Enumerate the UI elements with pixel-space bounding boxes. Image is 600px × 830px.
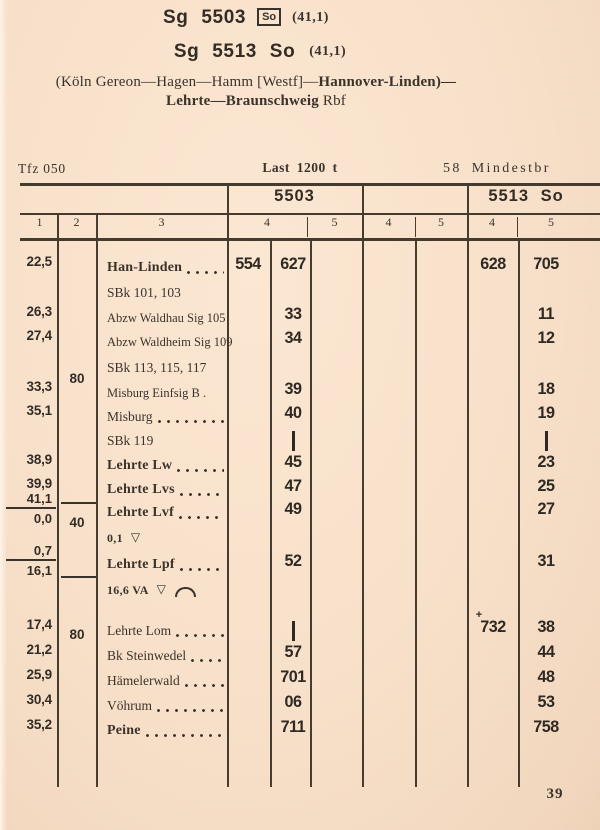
- train1-km-note: (41,1): [292, 10, 329, 25]
- route-line1-bold: Hannover-Linden)—: [318, 74, 457, 90]
- column-number: 4: [385, 215, 392, 229]
- train-group-header: 5503: [274, 187, 315, 205]
- leader-dots: [179, 516, 224, 519]
- column-number: 1: [36, 215, 43, 229]
- station-name: Lehrte Lw: [107, 458, 173, 473]
- km-value: 22,5: [26, 254, 52, 269]
- km-value: 27,4: [26, 328, 52, 343]
- station-cell: [107, 328, 233, 356]
- time-value: 19: [537, 403, 555, 422]
- track-note: [107, 576, 196, 604]
- km-fraction: [6, 544, 56, 577]
- track-note-label: 0,1: [107, 530, 123, 545]
- time-value: 554: [235, 254, 261, 273]
- station-cell: [107, 427, 225, 455]
- station-name: Abzw Waldhau Sig 105: [107, 311, 226, 325]
- table-row: [0, 254, 600, 282]
- table-row: [0, 692, 600, 720]
- time-value: 705: [533, 254, 559, 273]
- station-cell: [107, 667, 225, 695]
- horizontal-rule: [20, 183, 600, 186]
- km-fraction-top: 0,7: [33, 543, 52, 558]
- column-number: 5: [331, 215, 338, 229]
- station-name: SBk 101, 103: [107, 285, 181, 300]
- station-cell: [107, 617, 225, 645]
- table-row: [0, 279, 600, 307]
- table-row: [0, 427, 600, 455]
- station-cell: [107, 499, 225, 527]
- time-value: 39: [284, 379, 302, 398]
- time-value: 12: [537, 328, 555, 347]
- page-number: 39: [546, 786, 564, 802]
- table-row: [0, 642, 600, 670]
- km-fraction-bottom: 0,0: [33, 510, 52, 526]
- km-value: 35,2: [26, 717, 52, 732]
- table-row: [0, 524, 600, 552]
- route-line1-regular: (Köln Gereon—Hagen—Hamm [Westf]—: [55, 74, 319, 90]
- station-name: Misburg Einfsig B .: [107, 386, 207, 400]
- speed-limit-value: 40: [69, 515, 85, 530]
- km-fraction-line: [6, 507, 56, 509]
- table-row: [0, 491, 600, 527]
- leader-dots: [176, 634, 224, 637]
- time-value: 27: [537, 499, 555, 518]
- station-name: Han-Linden: [107, 260, 183, 275]
- column-number: 3: [158, 215, 165, 229]
- gradient-triangle-icon: ▽: [156, 582, 167, 596]
- station-cell: [107, 254, 225, 282]
- station-name: Vöhrum: [107, 698, 152, 713]
- time-value: 18: [537, 379, 555, 398]
- time-value: 48: [537, 667, 555, 686]
- station-name: Lehrte Lom: [107, 623, 172, 638]
- km-value: 39,9: [26, 476, 52, 491]
- leader-dots: [185, 684, 224, 687]
- station-name: SBk 119: [107, 433, 154, 448]
- station-name: Bk Steinwedel: [107, 648, 187, 663]
- sunday-only-badge: So: [257, 8, 281, 26]
- time-value: 53: [537, 692, 555, 711]
- time-value: 06: [284, 692, 302, 711]
- column-number: 2: [73, 215, 80, 229]
- km-fraction-top: 41,1: [26, 491, 52, 506]
- table-row: [0, 328, 600, 356]
- time-value: 31: [537, 551, 555, 570]
- load-label: Last 1200 t: [262, 160, 338, 175]
- leader-dots: [180, 568, 224, 571]
- km-fraction-bottom: 16,1: [26, 562, 52, 578]
- time-value: 34: [284, 328, 302, 347]
- time-value: 701: [280, 667, 306, 686]
- speed-limit-value: 80: [69, 371, 85, 386]
- column-number: 4: [489, 215, 495, 229]
- column-number: 4: [264, 215, 270, 229]
- time-value: 33: [284, 304, 302, 323]
- station-cell: [107, 642, 225, 670]
- time-value: 25: [537, 476, 555, 495]
- km-fraction-line: [6, 559, 56, 561]
- through-run-bar: [292, 431, 295, 451]
- plus-mark: +: [475, 609, 483, 621]
- time-value: 627: [280, 254, 306, 273]
- km-value: 26,3: [26, 304, 52, 319]
- time-value: 711: [280, 717, 306, 736]
- station-name: Lehrte Lvf: [107, 505, 174, 520]
- station-name: Abzw Waldheim Sig 109: [107, 335, 233, 349]
- gradient-triangle-icon: ▽: [130, 530, 141, 544]
- leader-dots: [191, 659, 224, 662]
- table-row: [0, 609, 600, 645]
- route-line2-regular: Rbf: [318, 92, 347, 109]
- leader-dots: [158, 420, 224, 423]
- traction-unit-label: Tfz 050: [18, 161, 66, 176]
- km-value: 21,2: [26, 642, 52, 657]
- time-value: 45: [284, 452, 302, 471]
- track-note: [107, 524, 140, 552]
- table-row: [0, 667, 600, 695]
- station-cell: [107, 717, 225, 745]
- through-run-bar: [292, 621, 295, 641]
- track-note-label: 16,6 VA: [107, 582, 149, 597]
- station-name: Lehrte Lpf: [107, 557, 175, 572]
- time-value: 732: [480, 617, 506, 636]
- km-value: 33,3: [26, 379, 52, 394]
- station-name: Misburg: [107, 409, 153, 424]
- table-row: [0, 717, 600, 745]
- station-name: Peine: [107, 723, 141, 738]
- column-number: 5: [438, 215, 444, 229]
- km-value: 38,9: [26, 452, 52, 467]
- km-fraction: [6, 492, 56, 525]
- speed-limit-value: 80: [69, 627, 85, 642]
- train1-name: Sg 5503: [163, 7, 247, 28]
- time-value: 52: [284, 551, 302, 570]
- km-value: 17,4: [26, 617, 52, 632]
- time-value: 49: [284, 499, 302, 518]
- station-cell: [107, 692, 225, 720]
- table-row: [0, 576, 600, 604]
- table-row: [0, 543, 600, 579]
- min-brake-label: 58 Mindestbr: [443, 161, 551, 176]
- bridge-arc-icon: [175, 587, 196, 597]
- time-value: 38: [537, 617, 555, 636]
- through-run-bar: [545, 431, 548, 451]
- leader-dots: [180, 493, 224, 496]
- time-value: 47: [284, 476, 302, 495]
- time-value: 758: [533, 717, 559, 736]
- route-line2-bold: Lehrte—Braunschweig: [165, 92, 319, 109]
- column-number: 5: [548, 215, 554, 229]
- time-value: 628: [480, 254, 506, 273]
- time-value: 40: [284, 403, 302, 422]
- time-value: 44: [537, 642, 555, 661]
- train2-name: Sg 5513 So: [173, 41, 296, 62]
- station-cell: [107, 354, 225, 382]
- leader-dots: [146, 734, 224, 737]
- leader-dots: [157, 709, 224, 712]
- train2-km-note: (41,1): [309, 44, 347, 59]
- time-value: 23: [537, 452, 555, 471]
- km-value: 35,1: [26, 403, 52, 418]
- time-value: 57: [284, 642, 302, 661]
- station-name: Hämelerwald: [107, 673, 180, 688]
- station-name: SBk 113, 115, 117: [107, 360, 207, 375]
- leader-dots: [177, 469, 224, 472]
- km-value: 30,4: [26, 692, 52, 707]
- time-value: 11: [537, 304, 555, 323]
- table-row: [0, 354, 600, 382]
- km-value: 25,9: [26, 667, 52, 682]
- station-cell: [107, 279, 225, 307]
- station-cell: [107, 551, 225, 579]
- station-name: Lehrte Lvs: [107, 482, 175, 497]
- train-group-header: 5513 So: [488, 187, 564, 205]
